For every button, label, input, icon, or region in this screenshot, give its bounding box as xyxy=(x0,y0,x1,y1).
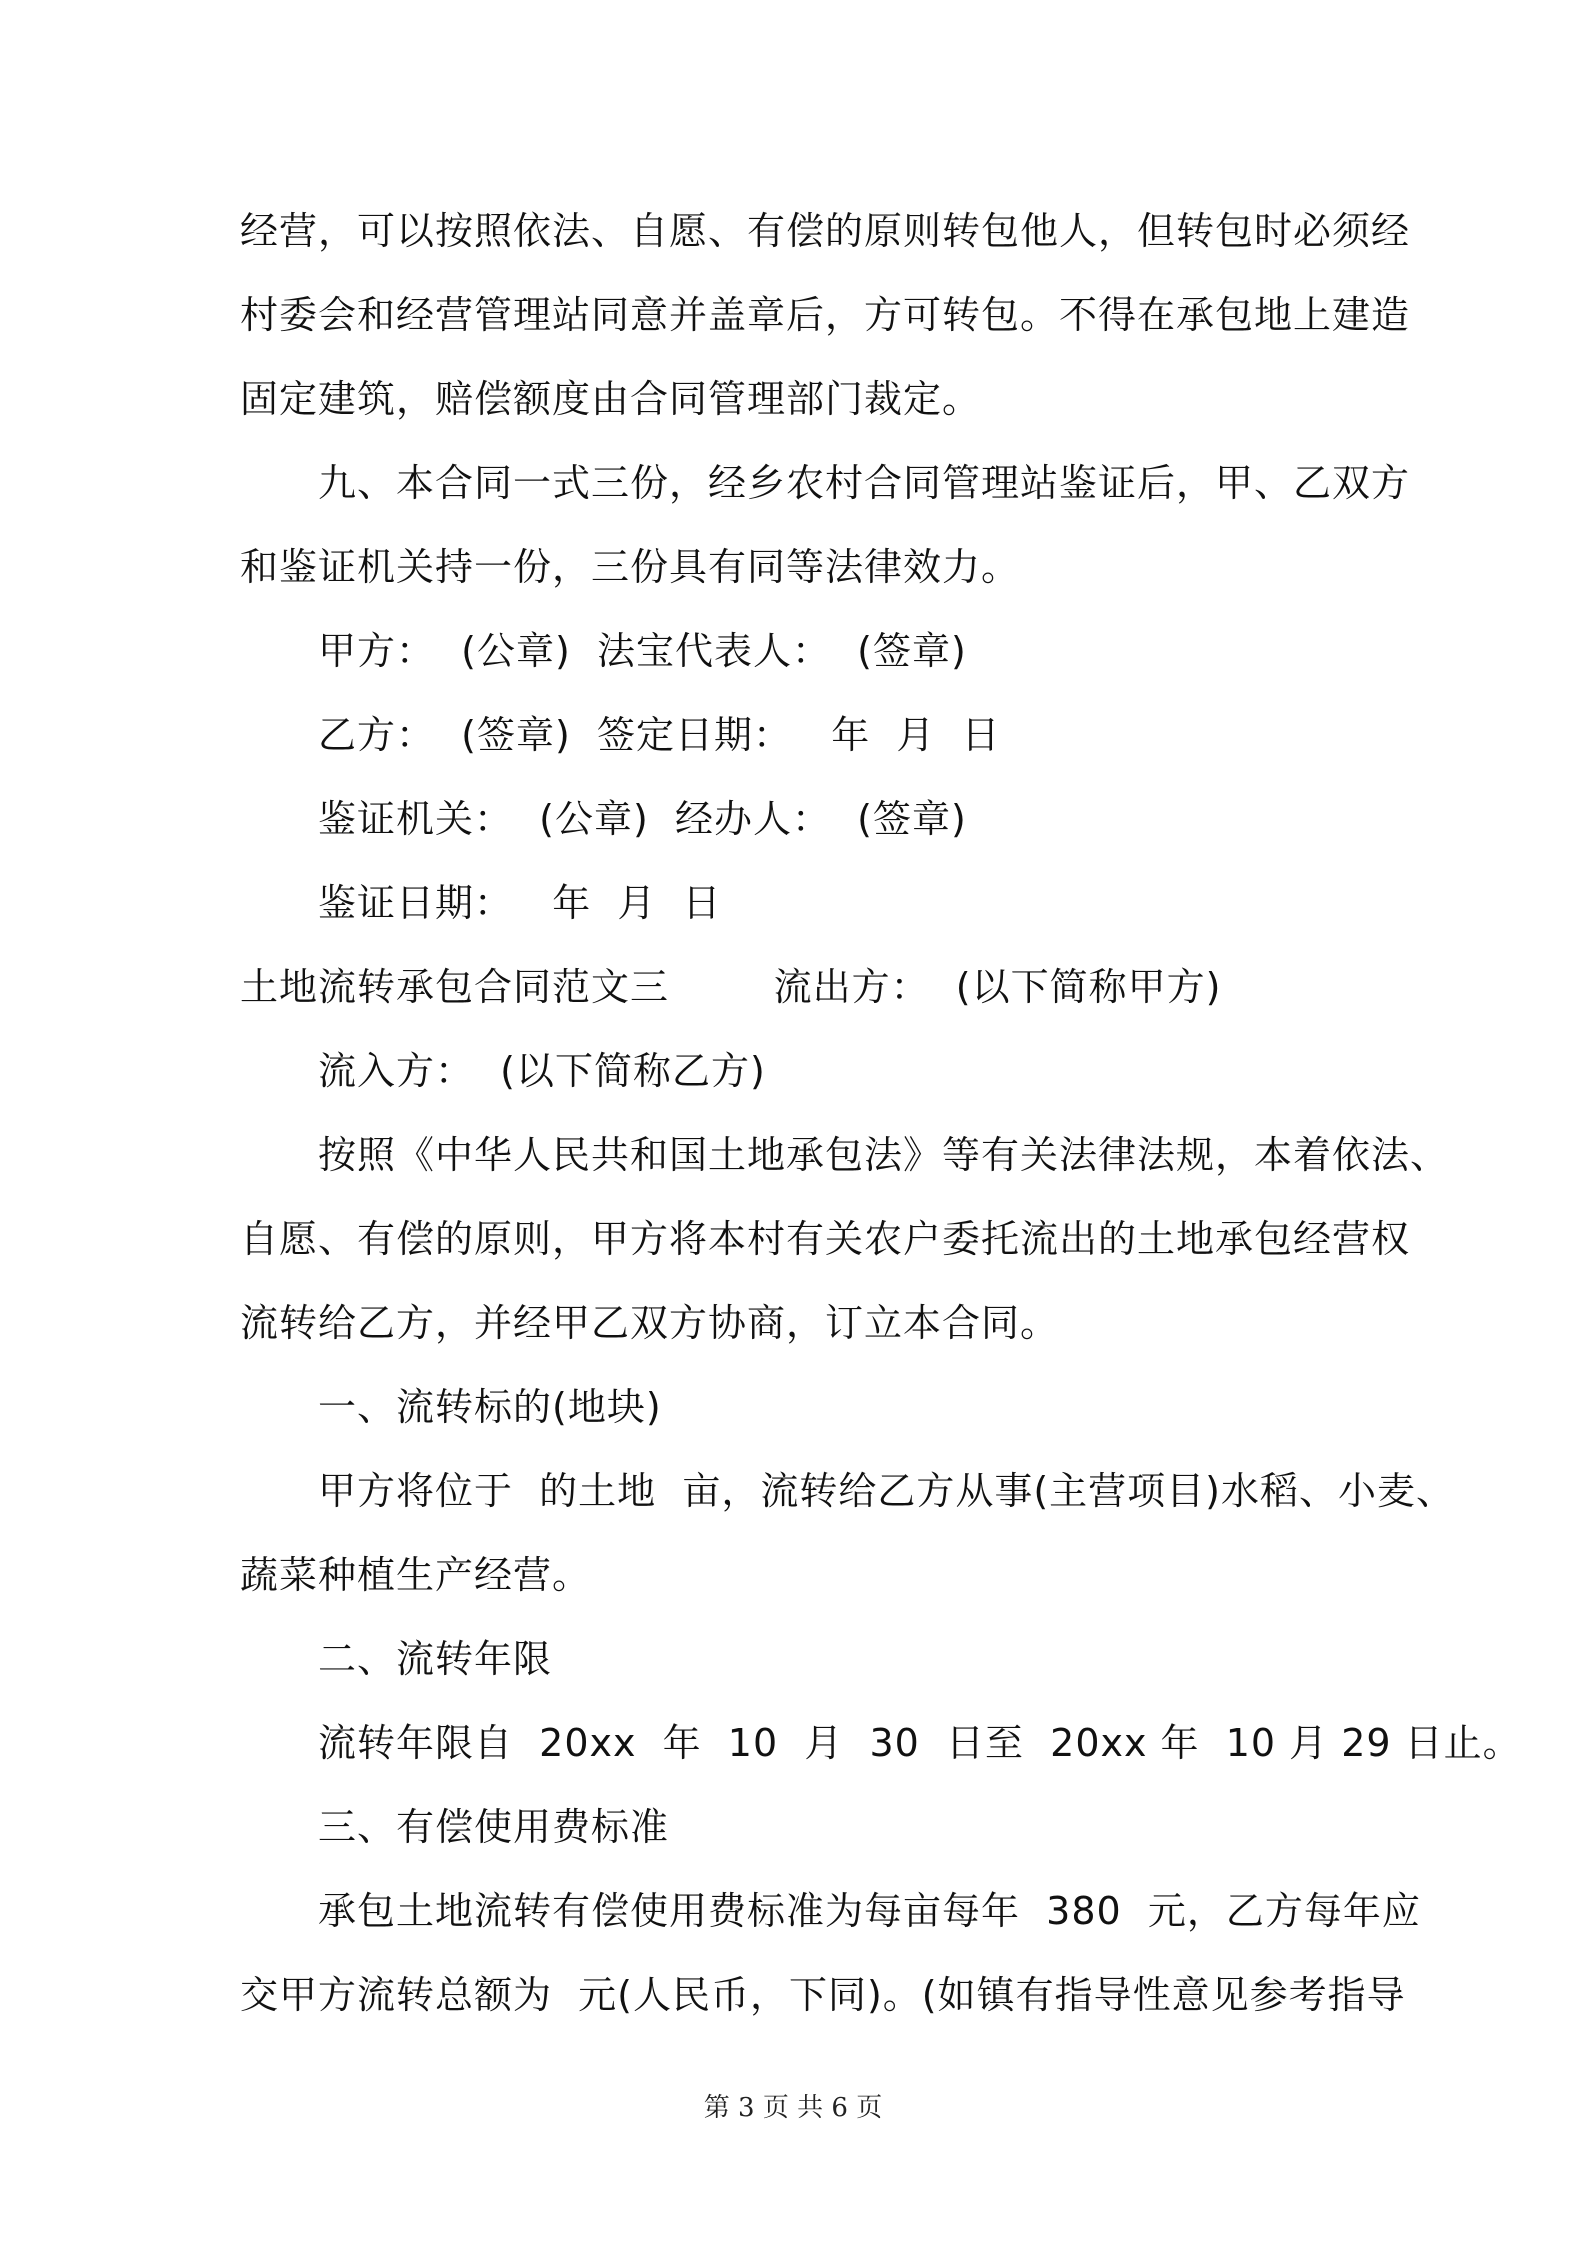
signature-line-date: 鉴证日期： 年 月 日 xyxy=(318,881,722,925)
text-line: 承包土地流转有偿使用费标准为每亩每年 380 元，乙方每年应 xyxy=(318,1889,1421,1933)
text-line: 蔬菜种植生产经营。 xyxy=(240,1553,592,1597)
page-footer: 第 3 页 共 6 页 xyxy=(703,2093,883,2123)
signature-line-party-b: 乙方： (签章) 签定日期： 年 月 日 xyxy=(318,713,1001,757)
text-line: 甲方将位于 的土地 亩，流转给乙方从事(主营项目)水稻、小麦、 xyxy=(318,1469,1455,1513)
text-line: 按照《中华人民共和国土地承包法》等有关法律法规，本着依法、 xyxy=(318,1133,1450,1177)
text-line: 经营，可以按照依法、自愿、有偿的原则转包他人，但转包时必须经 xyxy=(240,209,1411,253)
clause-heading: 二、流转年限 xyxy=(318,1637,553,1681)
clause-heading: 三、有偿使用费标准 xyxy=(318,1805,670,1849)
text-line: 流转年限自 20xx 年 10 月 30 日至 20xx 年 10 月 29 日止。 xyxy=(318,1721,1522,1765)
text-line: 和鉴证机关持一份，三份具有同等法律效力。 xyxy=(240,545,1021,589)
text-line: 固定建筑，赔偿额度由合同管理部门裁定。 xyxy=(240,377,982,421)
text-line: 流入方： (以下简称乙方) xyxy=(318,1049,766,1093)
text-line: 村委会和经营管理站同意并盖章后，方可转包。不得在承包地上建造 xyxy=(240,293,1411,337)
text-line: 交甲方流转总额为 元(人民币，下同)。(如镇有指导性意见参考指导 xyxy=(240,1973,1406,2017)
section-heading: 土地流转承包合同范文三 流出方： (以下简称甲方) xyxy=(240,965,1222,1009)
signature-line-authority: 鉴证机关： (公章) 经办人： (签章) xyxy=(318,797,967,841)
text-line: 自愿、有偿的原则，甲方将本村有关农户委托流出的土地承包经营权 xyxy=(240,1217,1411,1261)
clause-heading: 一、流转标的(地块) xyxy=(318,1385,662,1429)
signature-line-party-a: 甲方： (公章) 法宝代表人： (签章) xyxy=(318,629,967,673)
text-line: 九、本合同一式三份，经乡农村合同管理站鉴证后，甲、乙双方 xyxy=(318,461,1411,505)
text-line: 流转给乙方，并经甲乙双方协商，订立本合同。 xyxy=(240,1301,1060,1345)
